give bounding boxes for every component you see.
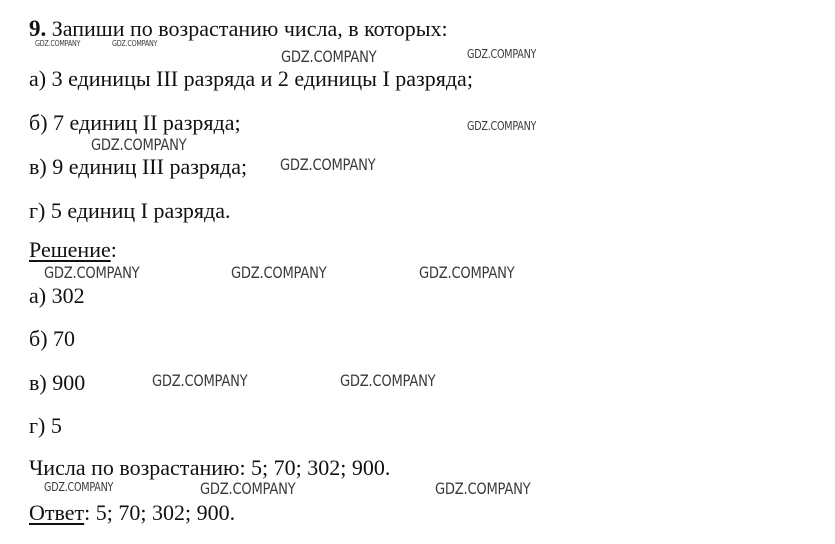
watermark: GDZ.COMPANY (91, 135, 187, 154)
final-answer-value: : 5; 70; 302; 900. (84, 500, 236, 525)
watermark: GDZ.COMPANY (112, 39, 158, 48)
task-item-d: г) 5 единиц I разряда. (29, 198, 231, 223)
watermark: GDZ.COMPANY (419, 263, 515, 282)
solution-heading-colon: : (110, 237, 117, 262)
watermark: GDZ.COMPANY (340, 371, 436, 390)
watermark: GDZ.COMPANY (35, 39, 81, 48)
final-answer (29, 500, 235, 526)
watermark: GDZ.COMPANY (44, 480, 114, 494)
watermark: GDZ.COMPANY (231, 263, 327, 282)
watermark: GDZ.COMPANY (44, 263, 140, 282)
task-item-a: а) 3 единицы III разряда и 2 единицы I разряда; (29, 66, 473, 91)
watermark: GDZ.COMPANY (200, 479, 296, 498)
solution-heading-text: Решение (29, 237, 111, 262)
watermark: GDZ.COMPANY (152, 371, 248, 390)
answer-a: а) 302 (29, 283, 85, 308)
answer-d: г) 5 (29, 413, 62, 438)
ascending-order: Числа по возрастанию: 5; 70; 302; 900. (29, 455, 391, 480)
task-title-text: Запиши по возрастанию числа, в которых: (51, 16, 448, 41)
final-answer-label: Ответ (29, 500, 85, 525)
answer-b: б) 70 (29, 326, 76, 351)
task-item-b: б) 7 единиц II разряда; (29, 110, 241, 135)
answer-c: в) 900 (29, 370, 86, 395)
solution-heading (29, 237, 117, 263)
task-title (29, 16, 448, 42)
watermark: GDZ.COMPANY (435, 479, 531, 498)
task-number: 9. (29, 16, 47, 41)
watermark: GDZ.COMPANY (467, 119, 537, 133)
watermark: GDZ.COMPANY (467, 47, 537, 61)
task-item-c: в) 9 единиц III разряда; (29, 154, 248, 179)
watermark: GDZ.COMPANY (281, 47, 377, 66)
watermark: GDZ.COMPANY (280, 155, 376, 174)
